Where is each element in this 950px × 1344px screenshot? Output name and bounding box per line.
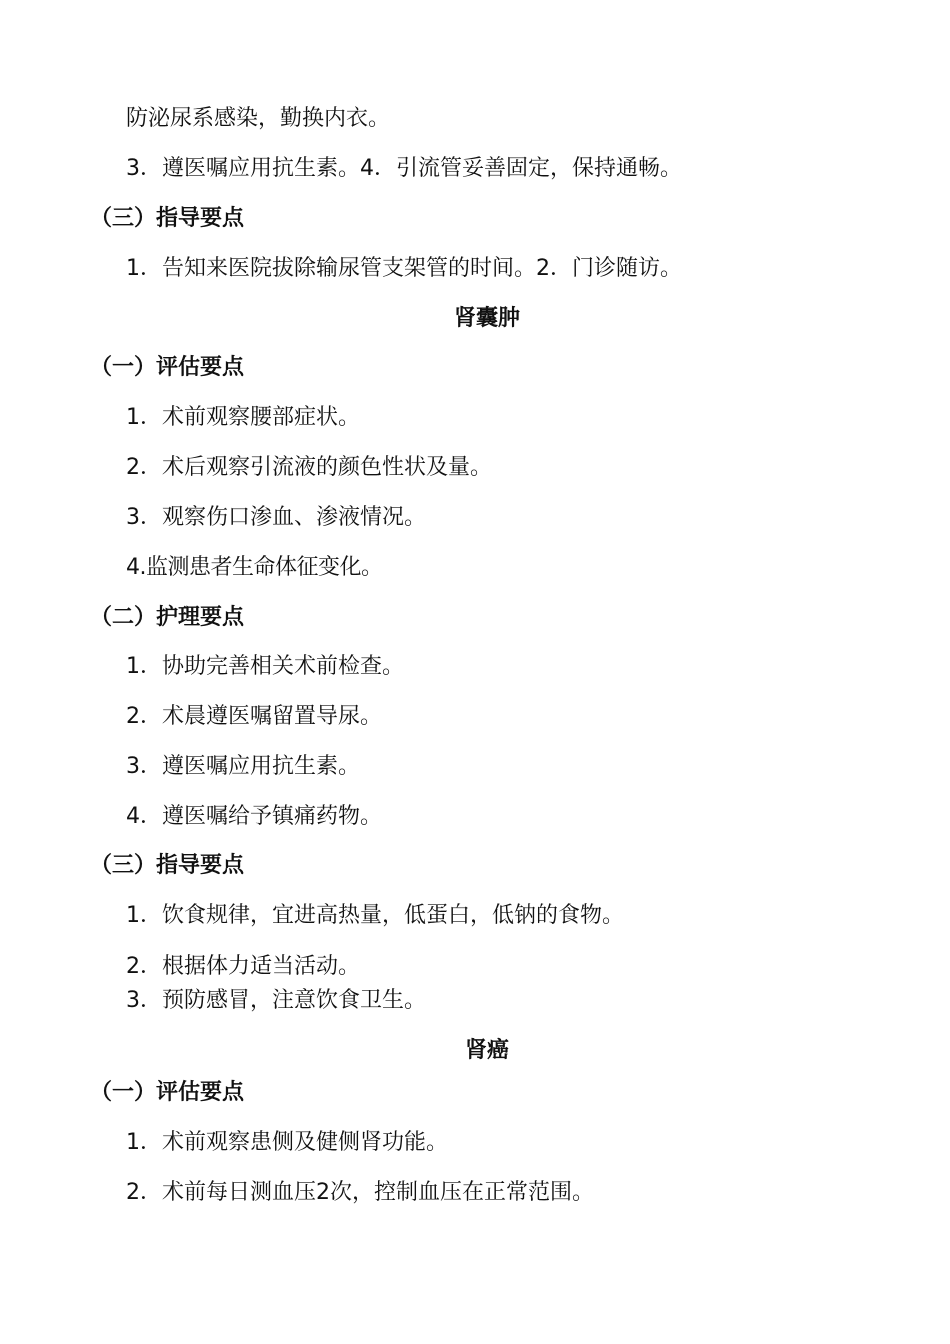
list-item: 4.监测患者生命体征变化。 (126, 555, 383, 580)
section-heading-nursing: （二）护理要点 (90, 605, 245, 630)
continuation-line-1: 防泌尿系感染，勤换内衣。 (126, 106, 391, 131)
section-heading-assessment: （一）评估要点 (90, 355, 245, 380)
list-item: 3．预防感冒，注意饮食卫生。 (126, 988, 426, 1013)
list-item: 1．协助完善相关术前检查。 (126, 654, 404, 679)
list-item: 3．遵医嘱应用抗生素。 (126, 754, 360, 779)
list-item: 3．观察伤口渗血、渗液情况。 (126, 505, 426, 530)
section-title-renal-cyst: 肾囊肿 (453, 306, 520, 331)
section-heading-assessment: （一）评估要点 (90, 1080, 245, 1105)
section-heading-guidance: （三）指导要点 (90, 206, 245, 231)
guidance-line-1: 1．告知来医院拔除输尿管支架管的时间。2．门诊随访。 (126, 256, 682, 281)
section-heading-guidance: （三）指导要点 (90, 853, 245, 878)
continuation-line-2: 3．遵医嘱应用抗生素。4．引流管妥善固定，保持通畅。 (126, 156, 682, 181)
list-item: 4．遵医嘱给予镇痛药物。 (126, 804, 382, 829)
list-item: 2．术晨遵医嘱留置导尿。 (126, 704, 382, 729)
list-item: 1．术前观察患侧及健侧肾功能。 (126, 1130, 448, 1155)
list-item: 2．术前每日测血压2次，控制血压在正常范围。 (126, 1180, 594, 1205)
list-item: 1．饮食规律，宜进高热量，低蛋白，低钠的食物。 (126, 903, 624, 928)
list-item: 1．术前观察腰部症状。 (126, 405, 360, 430)
list-item: 2．根据体力适当活动。 (126, 954, 360, 979)
list-item: 2．术后观察引流液的颜色性状及量。 (126, 455, 492, 480)
section-title-renal-cancer: 肾癌 (464, 1038, 509, 1063)
